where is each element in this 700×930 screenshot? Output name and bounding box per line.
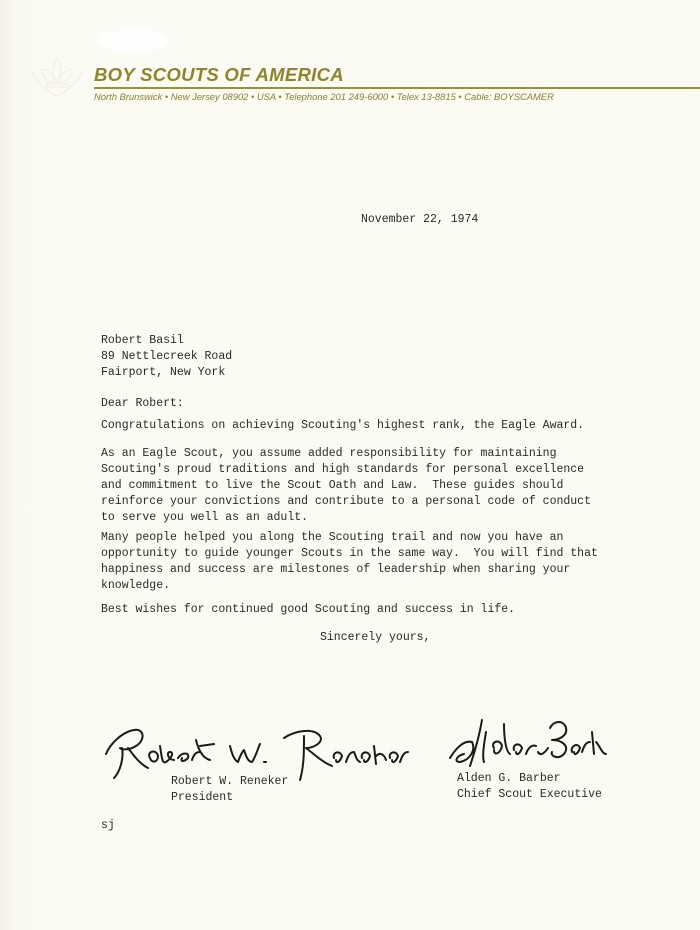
- paragraph-line: As an Eagle Scout, you assume added responsibility for maintaining: [101, 447, 557, 460]
- recipient-name: Robert Basil: [101, 334, 184, 347]
- paragraph-line: knowledge.: [101, 579, 171, 592]
- paragraph-line: opportunity to guide younger Scouts in the same way. You will find that: [101, 547, 598, 560]
- recipient-city: Fairport, New York: [101, 366, 226, 379]
- letterhead-address: North Brunswick • New Jersey 08902 • USA • Telephone 201 249-6000 • Telex 13-8815 • Cable: BOYSCAMER: [94, 91, 554, 102]
- paragraph-line: reinforce your convictions and contribute to a personal code of conduct: [101, 495, 591, 508]
- paragraph-congratulations: Congratulations on achieving Scouting's highest rank, the Eagle Award.: [101, 419, 585, 432]
- signature-barber: [446, 712, 608, 776]
- letterhead-rule: [94, 87, 700, 89]
- letter-date: November 22, 1974: [361, 213, 479, 226]
- fleur-de-lis-emboss-icon: [22, 52, 92, 102]
- signatory-name-chief-executive: Alden G. Barber: [457, 772, 561, 785]
- signatory-name-president: Robert W. Reneker: [171, 775, 289, 788]
- closing: Sincerely yours,: [320, 631, 431, 644]
- typist-initials: sj: [101, 819, 115, 832]
- organization-name: BOY SCOUTS OF AMERICA: [94, 64, 344, 85]
- recipient-street: 89 Nettlecreek Road: [101, 350, 233, 363]
- paragraph-line: happiness and success are milestones of leadership when sharing your: [101, 563, 571, 576]
- paragraph-line: and commitment to live the Scout Oath and Law. These guides should: [101, 479, 564, 492]
- paragraph-line: to serve you well as an adult.: [101, 511, 309, 524]
- paragraph-line: Many people helped you along the Scouting trail and now you have an: [101, 531, 564, 544]
- embossed-seal-mark: [100, 30, 168, 52]
- salutation: Dear Robert:: [101, 397, 184, 410]
- signatory-title-president: President: [171, 791, 234, 804]
- signatory-title-chief-executive: Chief Scout Executive: [457, 788, 602, 801]
- paragraph-best-wishes: Best wishes for continued good Scouting and success in life.: [101, 603, 516, 616]
- paragraph-line: Scouting's proud traditions and high standards for personal excellence: [101, 463, 585, 476]
